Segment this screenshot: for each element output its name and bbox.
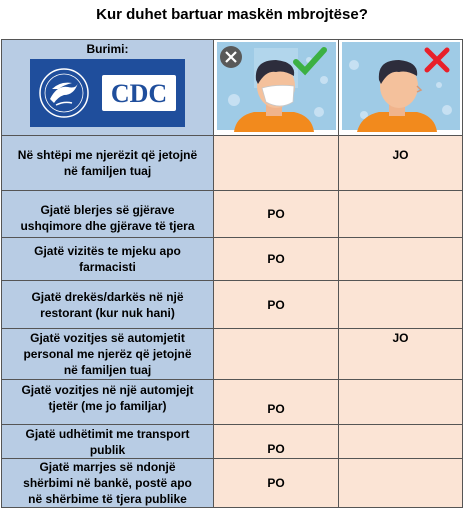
mask-value [214,136,339,191]
mask-value: PO [214,191,339,238]
table-row [2,238,463,281]
table-row [2,136,463,191]
table-row [2,281,463,329]
no-mask-value [339,459,463,508]
no-mask-value [339,281,463,329]
source-label: Burimi: [86,42,129,56]
cdc-logo [30,59,185,127]
no-mask-value [339,191,463,238]
no-mask-image-cell [339,40,463,136]
no-mask-value [339,425,463,459]
mask-value: PO [214,281,339,329]
mask-value [214,329,339,380]
situation-label: Gjatë vozitjes së automjetit personal me njerëz që jetojnë në familjen tuaj [2,329,214,380]
no-mask-value: JO [339,329,463,380]
situation-label: Gjatë drekës/darkës në një restorant (kur nuk hani) [2,281,214,329]
table-row [2,380,463,425]
situation-label: Gjatë vizitës te mjeku apo farmacisti [2,238,214,281]
situation-label: Gjatë blerjes së gjërave ushqimore dhe gjërave të tjera [2,191,214,238]
mask-value: PO [214,425,339,459]
situation-label: Gjatë vozitjes në një automjejt tjetër (me jo familjar) [2,380,214,425]
no-mask-value [339,238,463,281]
situation-label: Në shtëpi me njerëzit që jetojnë në familjen tuaj [2,136,214,191]
table-row [2,329,463,380]
situation-label: Gjatë marrjes së ndonjë shërbimi në bankë, postë apo në shërbime të tjera publike [2,459,214,508]
situation-label: Gjatë udhëtimit me transport publik [2,425,214,459]
no-mask-value [339,380,463,425]
page-title: Kur duhet bartuar maskën mbrojtëse? [96,6,368,23]
mask-guidance-table [1,39,463,508]
person-with-mask-image [214,40,339,132]
mask-image-cell [214,40,339,136]
table-row [2,425,463,459]
person-without-mask-image [339,40,463,132]
mask-value: PO [214,238,339,281]
no-mask-value: JO [339,136,463,191]
table-row [2,191,463,238]
mask-value: PO [214,380,339,425]
source-cell [2,40,214,136]
header-row [2,40,463,136]
cdc-logo-text: CDC [110,79,168,108]
mask-value: PO [214,459,339,508]
table-row [2,459,463,508]
